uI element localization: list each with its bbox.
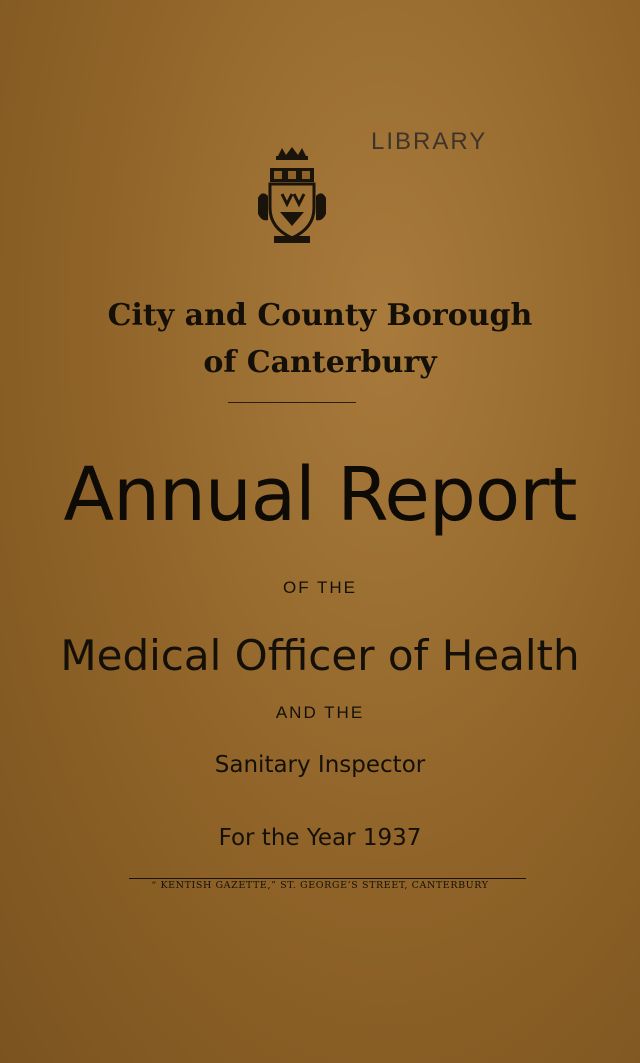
borough-title-line2: of Canterbury	[203, 345, 437, 380]
printer-divider	[129, 878, 526, 879]
borough-title-line1: City and County Borough	[107, 298, 533, 333]
report-year: For the Year 1937	[218, 825, 422, 851]
report-title: Annual Report	[63, 452, 577, 538]
of-the-label: OF THE	[282, 578, 358, 597]
coat-of-arms-icon	[252, 146, 332, 246]
inspector-title: Sanitary Inspector	[214, 752, 426, 778]
printer-imprint: “ KENTISH GAZETTE,” ST. GEORGE’S STREET, CANTERBURY	[151, 880, 489, 891]
divider	[228, 402, 356, 403]
library-stamp: LIBRARY	[371, 128, 488, 155]
officer-title: Medical Officer of Health	[60, 631, 580, 680]
and-the-label: AND THE	[275, 703, 365, 722]
